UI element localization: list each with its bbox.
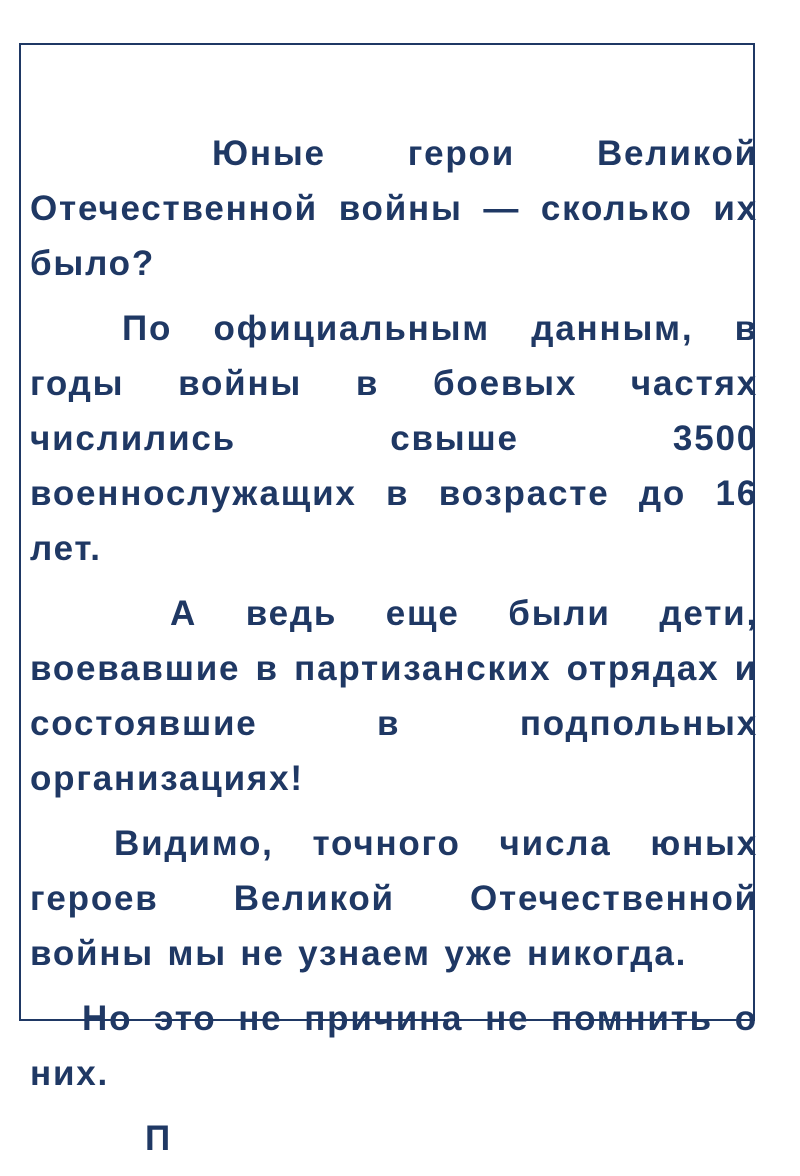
paragraph-cut-off: П	[145, 1119, 172, 1158]
paragraph-remember: Но это не причина не помнить о них.	[30, 999, 758, 1093]
paragraph-question: Юные герои Великой Отечественной войны — сколько их было?	[30, 134, 758, 283]
paragraph-partisans: А ведь еще были дети, воевавшие в партизанских отрядах и состоявшие в подпольных организациях!	[30, 594, 758, 798]
paragraph-official-data: По официальным данным, в годы войны в боевых частях числились свыше 3500 военнослужащих в возрасте до 16 лет.	[30, 309, 758, 568]
text-body	[30, 126, 758, 1176]
paragraph-exact-number: Видимо, точного числа юных героев Великой Отечественной войны мы не узнаем уже никогда.	[30, 824, 758, 973]
